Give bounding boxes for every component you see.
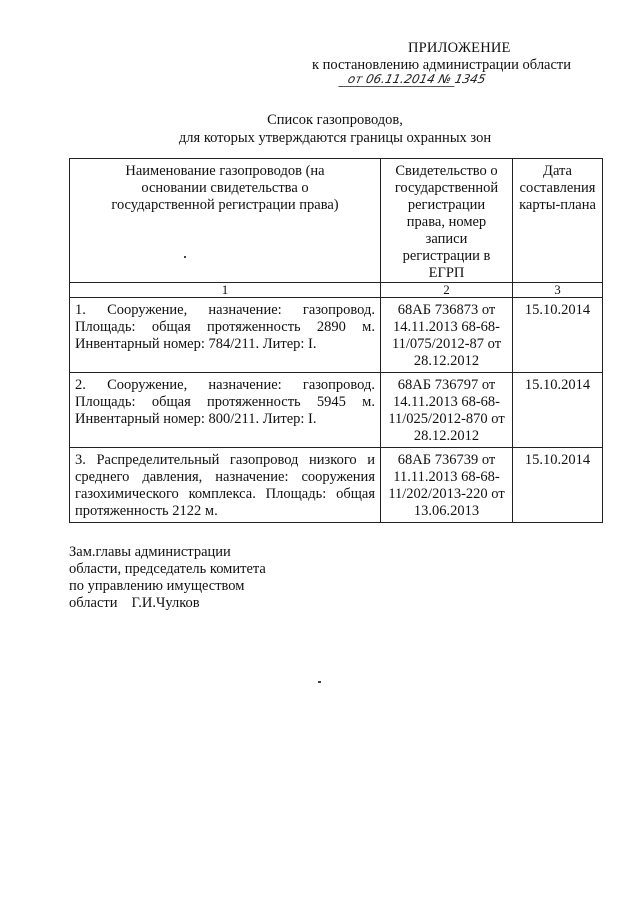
decree-reference: к постановлению администрации области — [312, 57, 572, 73]
document-title — [0, 111, 640, 147]
header-certificate: Свидетельство о государственной регистрации права, номер записи регистрации в ЕГРП — [381, 159, 513, 283]
title-line-1: Список газопроводов, — [267, 112, 403, 128]
map-date: 15.10.2014 — [513, 298, 603, 373]
signature-line-4 — [69, 595, 266, 612]
signatory-name: Г.И.Чулков — [131, 595, 200, 611]
handwritten-text: от 06.11.2014 № 1345 — [346, 72, 488, 86]
handwritten-decree-number — [347, 72, 487, 86]
scan-speck — [318, 681, 321, 683]
registration-certificate: 68АБ 736873 от 14.11.2013 68-68-11/075/2012-87 от 28.12.2012 — [381, 298, 513, 373]
table-row — [70, 373, 603, 448]
column-number-2: 2 — [381, 283, 513, 298]
annex-label: ПРИЛОЖЕНИЕ — [408, 40, 511, 56]
registration-certificate: 68АБ 736797 от 14.11.2013 68-68-11/025/2012-870 от 28.12.2012 — [381, 373, 513, 448]
title-line-2: для которых утверждаются границы охранных зон — [178, 130, 492, 146]
signature-line-2: области, председатель комитета — [69, 561, 266, 577]
signature-block — [69, 544, 266, 612]
table-header-row — [70, 159, 603, 283]
pipeline-name: 2. Сооружение, назначение: газопровод. Площадь: общая протяженность 5945 м. Инвентарный номер: 800/211. Литер: I. — [70, 373, 381, 448]
header-name: Наименование газопроводов (на основании свидетельства о государственной регистрации права) — [70, 159, 381, 283]
registration-certificate: 68АБ 736739 от 11.11.2013 68-68-11/202/2013-220 от 13.06.2013 — [381, 448, 513, 523]
signature-line-1: Зам.главы администрации — [69, 544, 231, 560]
signature-region: области — [69, 595, 118, 611]
header-date: Дата составления карты-плана — [513, 159, 603, 283]
column-number-row — [70, 283, 603, 298]
signature-line-3: по управлению имуществом — [69, 578, 245, 594]
table-row — [70, 298, 603, 373]
handwritten-underline — [338, 86, 454, 87]
map-date: 15.10.2014 — [513, 448, 603, 523]
pipeline-name: 3. Распределительный газопровод низкого и среднего давления, назначение: сооружения газохимического комплекса. Площадь: общая протяженность 2122 м. — [70, 448, 381, 523]
map-date: 15.10.2014 — [513, 373, 603, 448]
column-number-1: 1 — [70, 283, 381, 298]
gas-pipelines-table — [69, 158, 603, 523]
column-number-3: 3 — [513, 283, 603, 298]
pipeline-name: 1. Сооружение, назначение: газопровод. Площадь: общая протяженность 2890 м. Инвентарный номер: 784/211. Литер: I. — [70, 298, 381, 373]
table-row — [70, 448, 603, 523]
scan-speck — [184, 256, 186, 258]
